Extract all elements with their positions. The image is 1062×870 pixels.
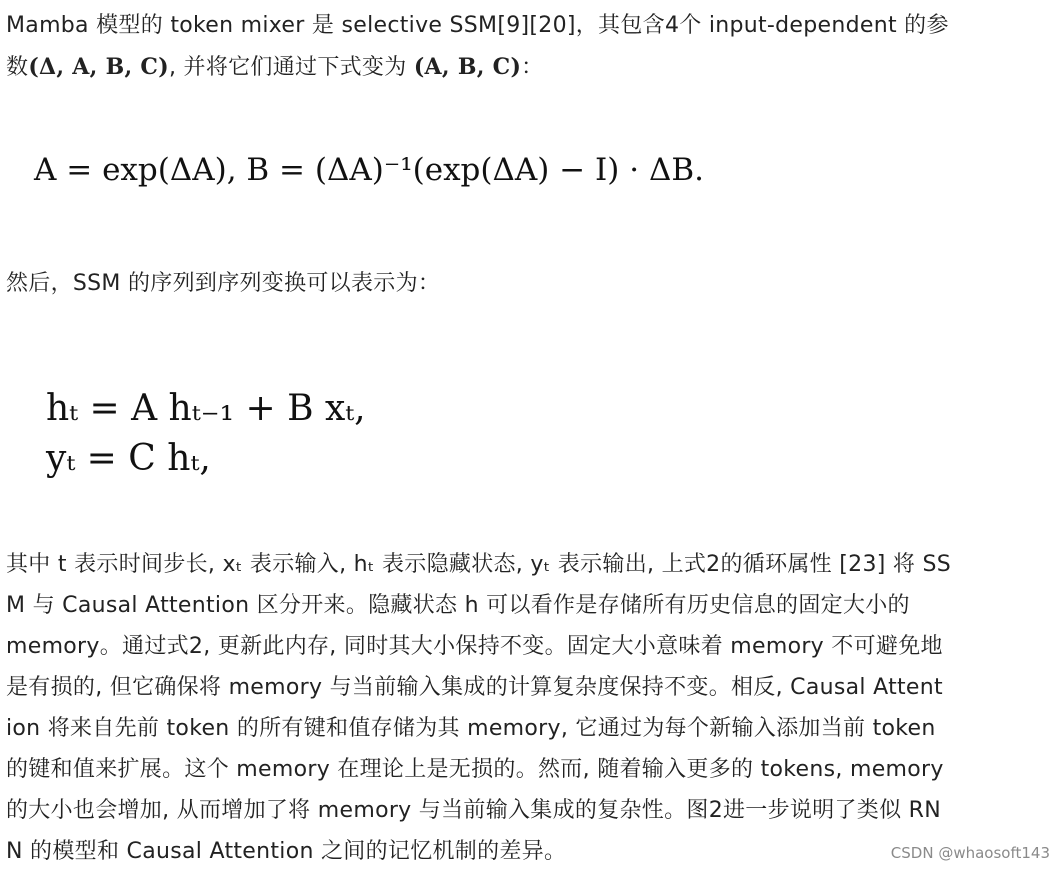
- output-equation: yₜ = C hₜ,: [46, 438, 211, 479]
- paragraph-line-2: M 与 Causal Attention 区分开来。隐藏状态 h 可以看作是存储所有历史信息的固定大小的: [6, 593, 910, 618]
- paragraph-line-8: N 的模型和 Causal Attention 之间的记忆机制的差异。: [6, 839, 567, 864]
- paragraph-line-1: 其中 t 表示时间步长, xₜ 表示输入, hₜ 表示隐藏状态, yₜ 表示输出, 上式2的循环属性 [23] 将 SS: [6, 552, 952, 577]
- intro-line-2-suffix: ：: [521, 55, 544, 80]
- paragraph-line-6: 的键和值来扩展。这个 memory 在理论上是无损的。然而, 随着输入更多的 tokens, memory: [6, 757, 944, 782]
- transition-text: 然后，SSM 的序列到序列变换可以表示为：: [6, 271, 441, 296]
- intro-line-1: Mamba 模型的 token mixer 是 selective SSM[9][20]，其包含4个 input-dependent 的参: [6, 13, 949, 38]
- paragraph-line-3: memory。通过式2, 更新此内存, 同时其大小保持不变。固定大小意味着 memory 不可避免地: [6, 634, 943, 659]
- discretized-params: (A, B, C): [413, 54, 522, 80]
- input-params: (Δ, A, B, C): [28, 54, 169, 80]
- state-update-equation: hₜ = A hₜ₋₁ + B xₜ,: [46, 388, 366, 429]
- intro-line-2-prefix: 数: [6, 55, 29, 80]
- intro-line-2-mid: , 并将它们通过下式变为: [168, 55, 414, 80]
- paragraph-line-7: 的大小也会增加, 从而增加了将 memory 与当前输入集成的复杂性。图2进一步说明了类似 RN: [6, 798, 942, 823]
- equation-1-text: A = exp(ΔA), B = (ΔA)⁻¹(exp(ΔA) − I) · ΔB.: [34, 152, 704, 188]
- ssm-recurrence-equations: [46, 384, 366, 484]
- intro-line-2: [6, 50, 543, 81]
- csdn-watermark: CSDN @whaosoft143: [890, 844, 1050, 862]
- paragraph-line-5: ion 将来自先前 token 的所有键和值存储为其 memory, 它通过为每个新输入添加当前 token: [6, 716, 936, 741]
- paragraph-line-4: 是有损的, 但它确保将 memory 与当前输入集成的计算复杂度保持不变。相反, Causal Attent: [6, 675, 943, 700]
- discretization-equation: [34, 152, 704, 188]
